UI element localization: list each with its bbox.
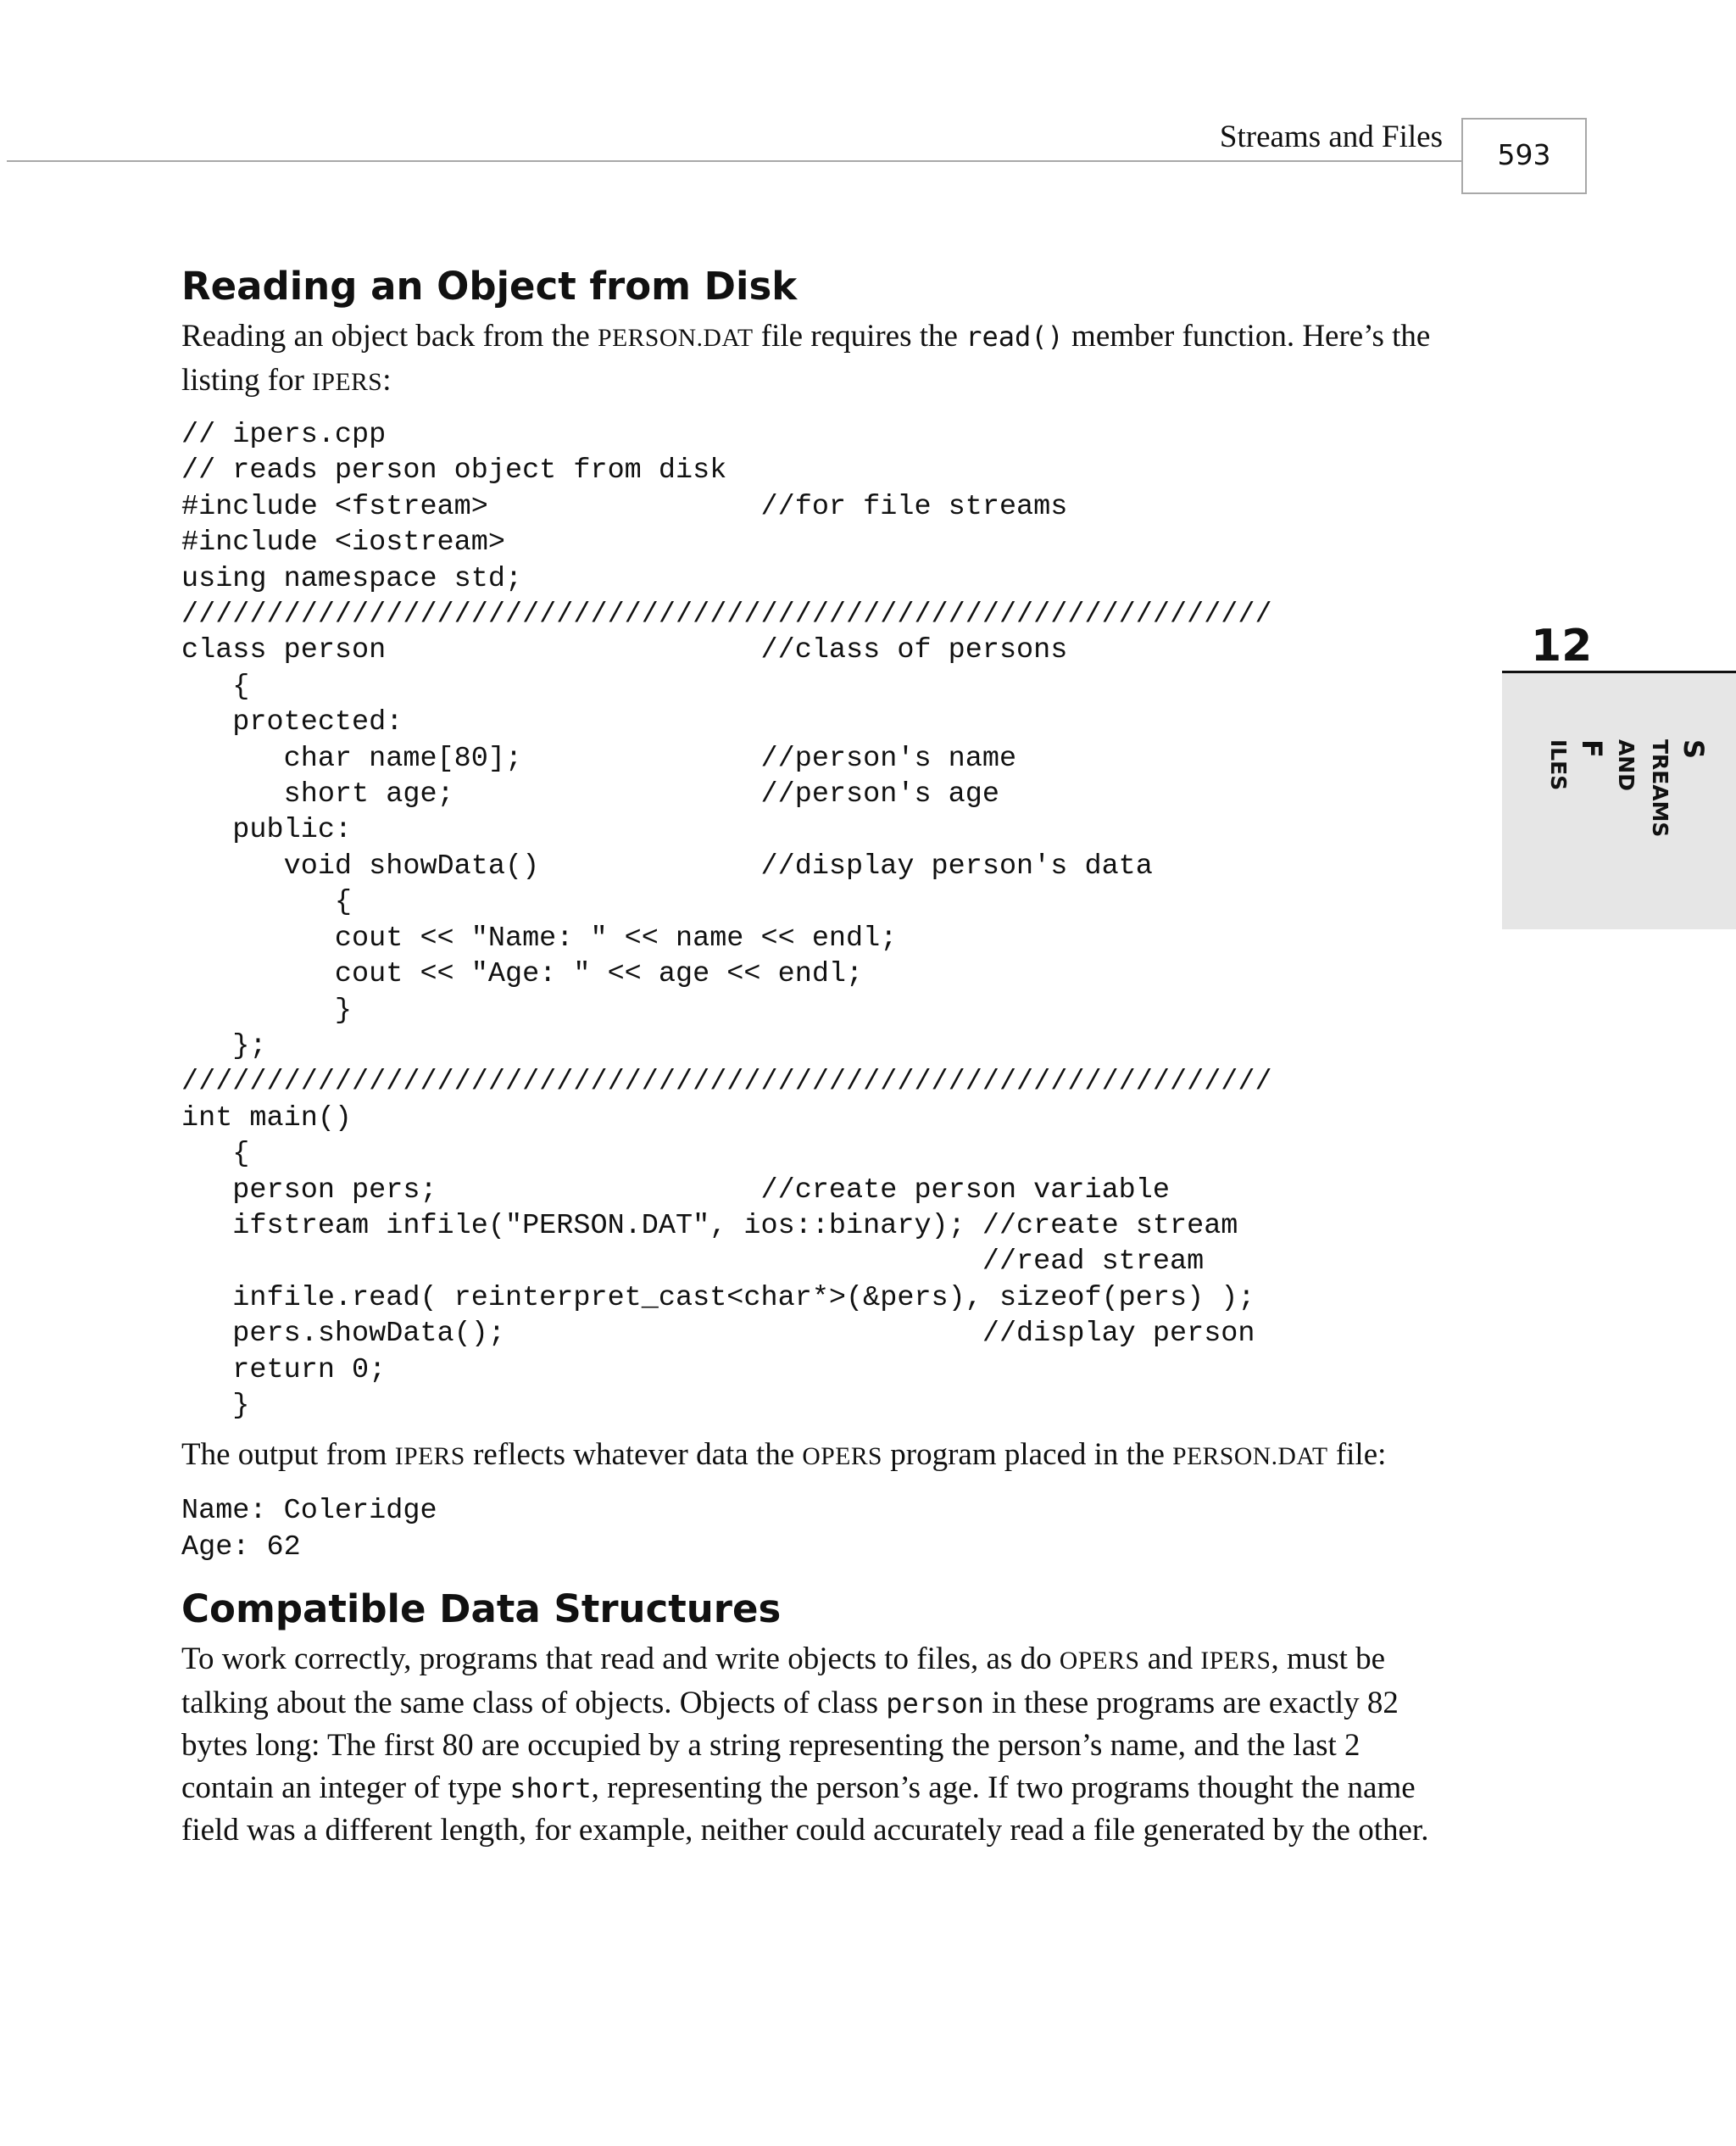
small-caps-program: IPERS xyxy=(394,1443,465,1471)
paragraph-output-intro: The output from IPERS reflects whatever data the OPERS program placed in the PERSON.DAT file: xyxy=(181,1437,1387,1473)
inline-code: short xyxy=(509,1772,592,1805)
small-caps-filename: PERSON.DAT xyxy=(1172,1443,1328,1471)
small-caps-program: IPERS xyxy=(1200,1647,1271,1675)
section-heading-reading-object: Reading an Object from Disk xyxy=(181,264,798,309)
code-listing-ipers: // ipers.cpp // reads person object from disk #include <fstream> //for file streams #include <iostream> using namespace std; //////////////////////////////////////////////////////////////// class person //class of persons { protected: char name[80]; //person's name short age; //person's age public: void showData() //display person's data { cout << "Name: " << name << endl; cout << "Age: " << age << endl; } }; //////////////////////////////////////////////////////////////// int main() { person pers; //create person variable ifstream infile("PERSON.DAT", ios::binary); //create stream //read stream infile.read( reinterpret_cast<char*>(&pers), sizeof(pers) ); pers.showData(); //display person return 0; } xyxy=(181,419,1272,1422)
paragraph-compatible-data: To work correctly, programs that read and write objects to files, as do OPERS and IPERS, must be talking about the same class of objects. Objects of class person in these programs are exactly 82 bytes long: The first 80 are occupied by a string representing the person’s name, and the last 2 contain an integer of type short, representing the person’s age. If two programs thought the name field was a different length, for example, neither could accurately read a file generated by the other. xyxy=(181,1642,1429,1848)
small-caps-filename: PERSON.DAT xyxy=(598,325,754,352)
chapter-tab-line-1: S TREAMS xyxy=(1648,739,1710,838)
chapter-number: 12 xyxy=(1531,621,1593,672)
header-rule xyxy=(7,160,1461,162)
small-caps-program: OPERS xyxy=(802,1443,883,1471)
section-heading-compatible-data: Compatible Data Structures xyxy=(181,1586,782,1632)
chapter-tab-title xyxy=(1541,739,1711,837)
program-output: Name: Coleridge Age: 62 xyxy=(181,1495,437,1564)
page-content xyxy=(181,258,1453,1852)
running-title: Streams and Files xyxy=(1219,120,1443,154)
page-number-box xyxy=(1461,118,1587,194)
small-caps-program: OPERS xyxy=(1059,1647,1140,1675)
inline-code: read() xyxy=(965,321,1064,353)
inline-code: person xyxy=(886,1687,984,1720)
paragraph-intro: Reading an object back from the PERSON.DAT file requires the read() member function. Here’s the listing for IPERS: xyxy=(181,319,1431,398)
chapter-tab-line-2: AND F ILES xyxy=(1546,739,1639,791)
page-number: 593 xyxy=(1497,138,1551,171)
small-caps-program: IPERS xyxy=(312,369,383,396)
